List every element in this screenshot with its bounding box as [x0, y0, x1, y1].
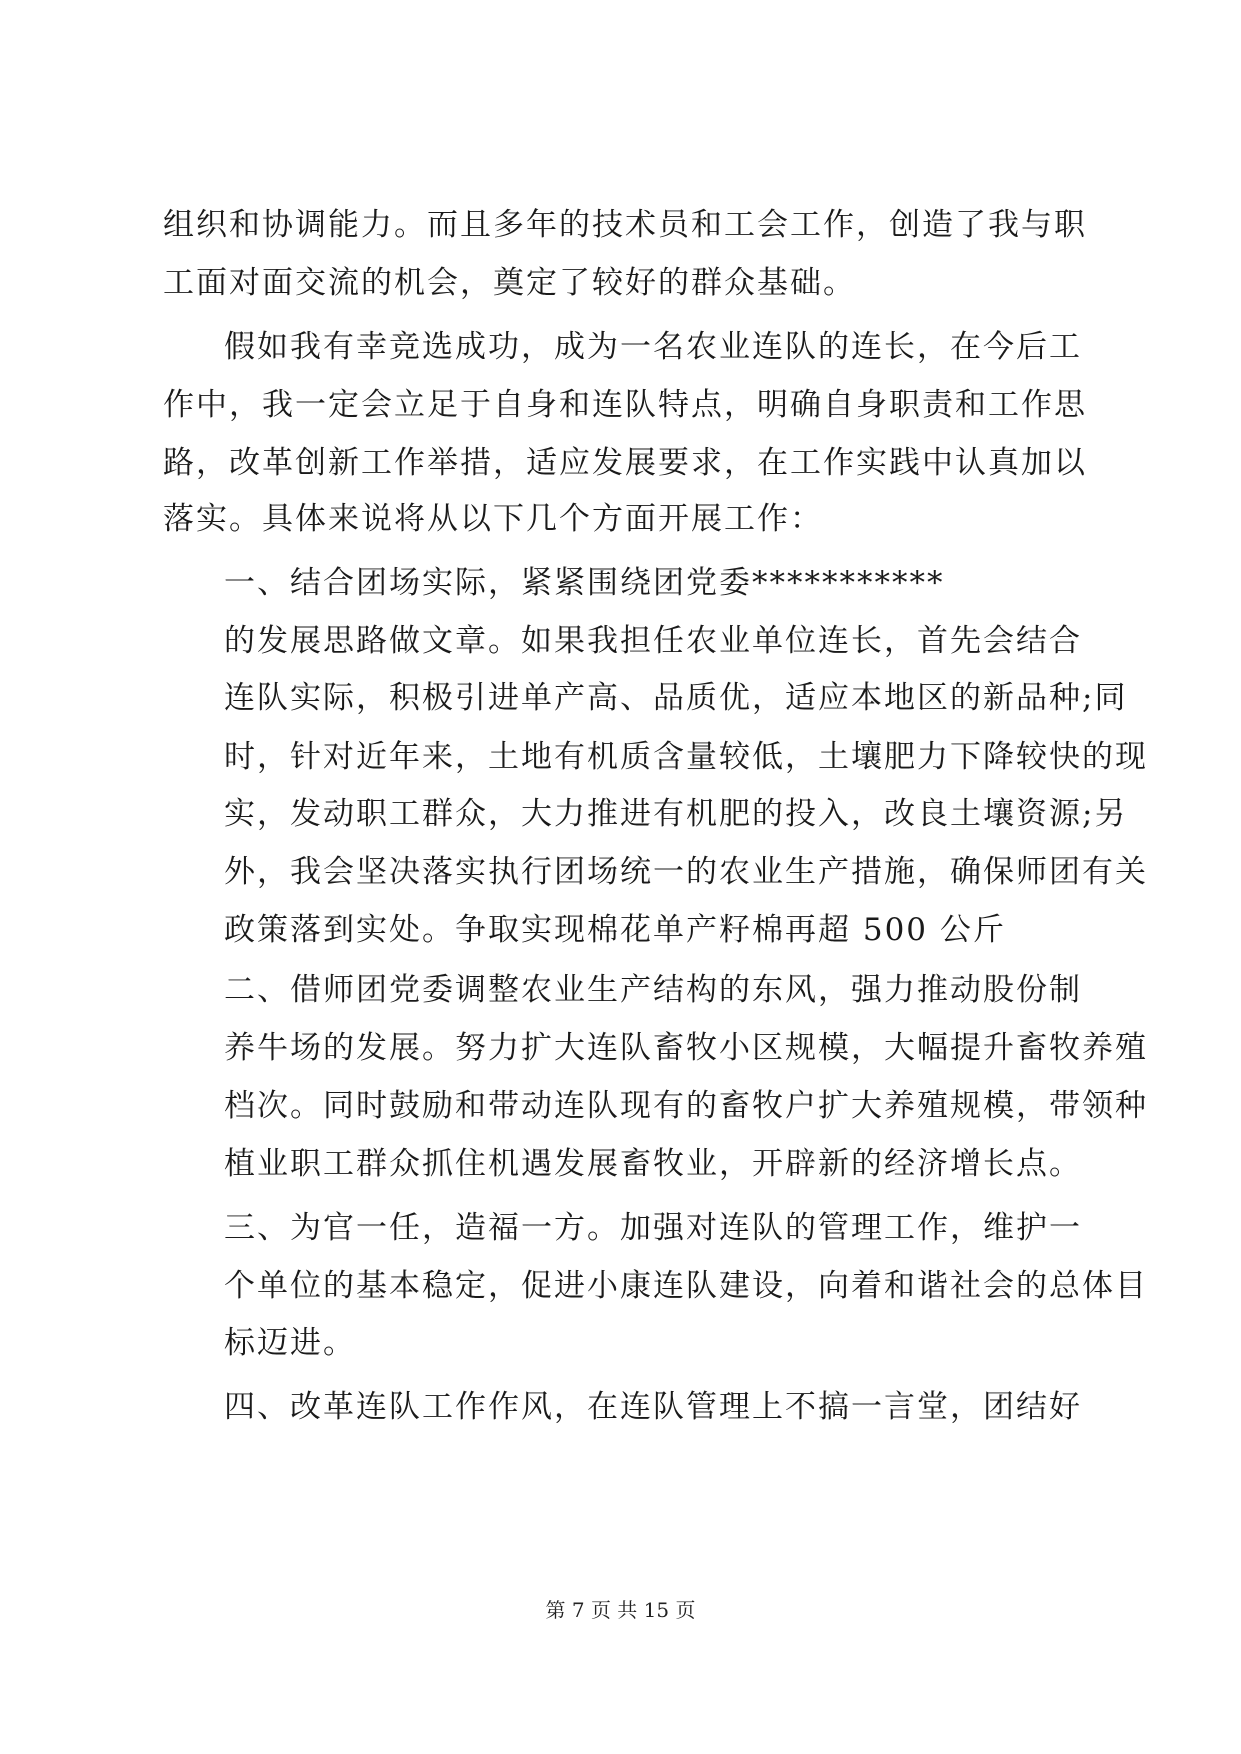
body-text-line: 植业职工群众抓住机遇发展畜牧业，开辟新的经济增长点。 [224, 1146, 1082, 1182]
body-text-line: 标迈进。 [224, 1325, 356, 1361]
body-text-line: 落实。具体来说将从以下几个方面开展工作： [163, 501, 823, 537]
body-text-line: 连队实际，积极引进单产高、品质优，适应本地区的新品种;同 [224, 680, 1128, 716]
body-text-line: 一、结合团场实际，紧紧围绕团党委*********** [224, 565, 945, 601]
body-text-line: 个单位的基本稳定，促进小康连队建设，向着和谐社会的总体目 [224, 1268, 1148, 1304]
body-text-line: 时，针对近年来，土地有机质含量较低，土壤肥力下降较快的现 [224, 739, 1148, 775]
body-text-line: 路，改革创新工作举措，适应发展要求，在工作实践中认真加以 [163, 445, 1087, 481]
body-text-line: 二、借师团党委调整农业生产结构的东风，强力推动股份制 [224, 972, 1082, 1008]
page-number-footer: 第 7 页 共 15 页 [545, 1598, 696, 1622]
body-text-line: 政策落到实处。争取实现棉花单产籽棉再超 500 公斤 [224, 912, 1006, 948]
body-text-line: 工面对面交流的机会，奠定了较好的群众基础。 [163, 265, 856, 301]
body-text-line: 养牛场的发展。努力扩大连队畜牧小区规模，大幅提升畜牧养殖 [224, 1030, 1148, 1066]
body-text-line: 三、为官一任，造福一方。加强对连队的管理工作，维护一 [224, 1210, 1082, 1246]
body-text-line: 假如我有幸竞选成功，成为一名农业连队的连长，在今后工 [224, 329, 1082, 365]
body-text-line: 实，发动职工群众，大力推进有机肥的投入，改良土壤资源;另 [224, 796, 1128, 832]
body-text-line: 档次。同时鼓励和带动连队现有的畜牧户扩大养殖规模，带领种 [224, 1088, 1148, 1124]
body-text-line: 组织和协调能力。而且多年的技术员和工会工作，创造了我与职 [163, 207, 1087, 243]
body-text-line: 四、改革连队工作作风，在连队管理上不搞一言堂，团结好 [224, 1389, 1082, 1425]
body-text-line: 作中，我一定会立足于自身和连队特点，明确自身职责和工作思 [163, 387, 1087, 423]
body-text-line: 的发展思路做文章。如果我担任农业单位连长，首先会结合 [224, 623, 1082, 659]
body-text-line: 外，我会坚决落实执行团场统一的农业生产措施，确保师团有关 [224, 854, 1148, 890]
